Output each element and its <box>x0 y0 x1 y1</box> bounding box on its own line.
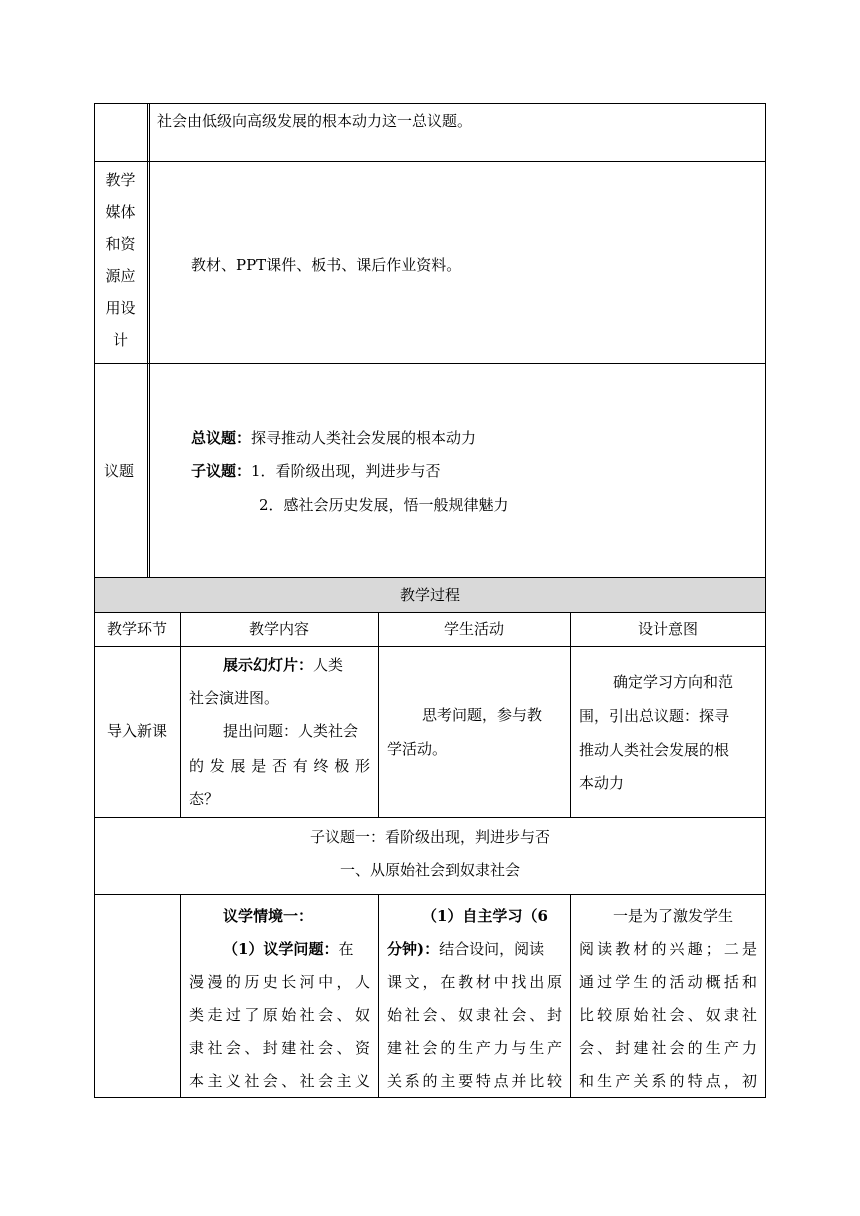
process-title: 教学过程 <box>399 586 460 604</box>
row-divider <box>94 817 766 818</box>
sub1-section: 一、从原始社会到奴隶社会 <box>339 861 520 879</box>
media-label-line: 媒体 <box>105 203 136 221</box>
scenario-activity-line: 始社会、奴隶社会、封 <box>387 1006 562 1024</box>
media-label-line: 用设 <box>105 299 136 317</box>
scenario-question-line: 漫漫的历史长河中，人 <box>189 973 370 991</box>
media-content: 教材、PPT课件、板书、课后作业资料。 <box>191 256 462 274</box>
intro-content-text: 人类 <box>313 656 344 674</box>
col-divider <box>180 894 181 1098</box>
scenario-question-label: （1）议学问题： <box>223 940 339 958</box>
header-intent: 设计意图 <box>637 620 698 638</box>
media-label-line: 源应 <box>105 267 136 285</box>
scenario-activity-line: 建社会的生产力与生产 <box>387 1039 562 1057</box>
scenario-intent-line: 会、封建社会的生产力 <box>579 1039 757 1057</box>
row-divider <box>94 612 766 613</box>
scenario-intent-line: 通过学生的活动概括和 <box>579 973 757 991</box>
scenario-question-line: 本主义社会、社会主义 <box>189 1072 370 1090</box>
header-content: 教学内容 <box>248 620 309 638</box>
sub-topic-2: 2．感社会历史发展，悟一般规律魅力 <box>259 496 509 514</box>
intro-stage: 导入新课 <box>106 722 167 740</box>
scenario-question-text: 在 <box>338 940 354 958</box>
intro-content-line1 <box>223 650 343 681</box>
scenario-intent-line: 阅读教材的兴趣；二是 <box>579 940 757 958</box>
media-label-line: 教学 <box>105 171 136 189</box>
header-stage: 教学环节 <box>106 620 167 638</box>
scenario-activity-line: 关系的主要特点并比较 <box>387 1072 562 1090</box>
scenario-intent-line: 一是为了激发学生 <box>613 907 734 925</box>
intro-content-bold: 展示幻灯片： <box>223 656 314 674</box>
sub-topic-1-text: 1．看阶级出现，判进步与否 <box>251 462 441 480</box>
sub-topic-1 <box>191 456 441 487</box>
intro-content-line: 的发展是否有终极形 <box>189 757 370 775</box>
intro-intent-line: 围，引出总议题：探寻 <box>579 707 730 725</box>
scenario-activity-line1 <box>387 934 544 965</box>
main-topic-label: 总议题： <box>191 429 252 447</box>
intro-intent-line: 确定学习方向和范 <box>613 673 734 691</box>
intro-intent-line: 本动力 <box>579 774 625 792</box>
topic-label: 议题 <box>104 462 135 480</box>
intro-content-line: 提出问题：人类社会 <box>223 722 359 740</box>
intro-content-line: 态？ <box>189 790 220 808</box>
scenario-activity-label <box>422 901 548 932</box>
main-topic-text: 探寻推动人类社会发展的根本动力 <box>251 429 477 447</box>
scenario-intent-line: 比较原始社会、奴隶社 <box>579 1006 757 1024</box>
scenario-title-text: 议学情境一： <box>223 907 314 925</box>
label-column-divider <box>147 103 148 578</box>
scenario-activity-label-text: （1）自主学习（6 <box>422 907 548 925</box>
scenario-activity-line: 课文，在教材中找出原 <box>387 973 562 991</box>
row-divider <box>94 161 766 162</box>
sub-topic-label: 子议题： <box>191 462 252 480</box>
scenario-title <box>223 901 313 932</box>
scenario-question-line: 类走过了原始社会、奴 <box>189 1006 370 1024</box>
intro-intent-line: 推动人类社会发展的根 <box>579 741 730 759</box>
row-divider <box>94 894 766 895</box>
media-label-line: 计 <box>112 331 128 349</box>
row-divider <box>94 363 766 364</box>
intro-content-line: 社会演进图。 <box>189 689 280 707</box>
media-label <box>94 164 147 356</box>
sub1-title: 子议题一：看阶级出现，判进步与否 <box>309 828 550 846</box>
row-divider <box>94 646 766 647</box>
header-activity: 学生活动 <box>443 620 504 638</box>
scenario-intent-line: 和生产关系的特点，初 <box>579 1072 757 1090</box>
main-topic <box>191 423 476 454</box>
scenario-question-line1 <box>223 934 353 965</box>
scenario-activity-label2: 分钟)： <box>387 940 440 958</box>
col-divider <box>378 894 379 1098</box>
scenario-activity-text: 结合设问，阅读 <box>439 940 545 958</box>
col-divider <box>570 894 571 1098</box>
label-column-divider-inner <box>149 103 150 578</box>
continuation-text: 社会由低级向高级发展的根本动力这一总议题。 <box>157 112 473 130</box>
media-label-line: 和资 <box>105 235 136 253</box>
intro-activity-line: 思考问题，参与教 <box>422 706 543 724</box>
scenario-question-line: 隶社会、封建社会、资 <box>189 1039 370 1057</box>
intro-activity-line: 学活动。 <box>387 740 448 758</box>
